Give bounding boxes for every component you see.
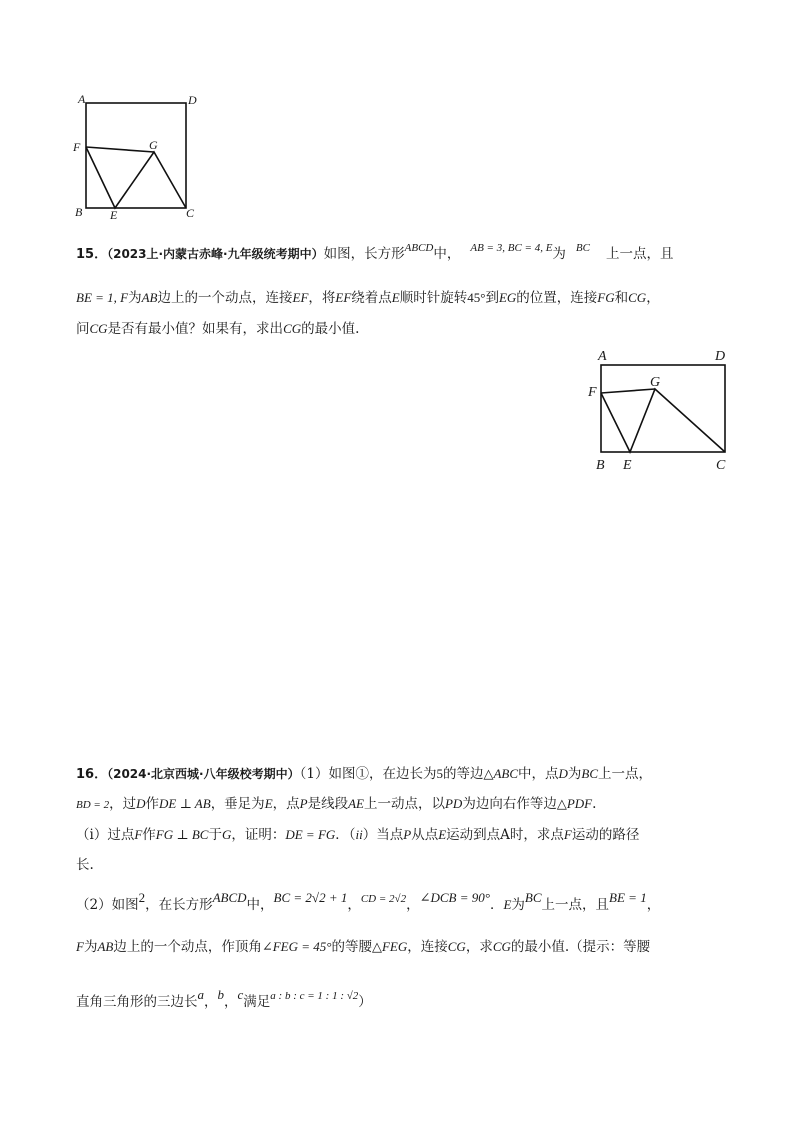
label-A: A [598,349,607,364]
label-F: F [73,140,81,154]
rect-abcd [86,103,186,208]
q16-line-5: （2）如图2，在长方形ABCD中，BC = 2√2 + 1，$^{CD = 2√2}$，∠DCB = 90°．E为BC上一点，且BE = 1， [76,890,661,913]
q16-line-6: F为AB边上的一个动点，作顶角∠FEG = 45°的等腰△FEG，连接CG，求CG的最小值.（提示：等腰 [76,939,651,955]
label-B: B [596,458,605,473]
label-D: D [188,93,197,107]
figure-top-rectangle [70,88,200,223]
segment-fg [86,147,154,152]
label-G: G [149,138,158,152]
q16-line-3: （i）过点F作FG ⊥ BC于G，证明：DE = FG．（ii）当点P从点E运动到点A时，求点F运动的路径 [76,827,640,843]
label-G: G [650,375,661,390]
figure-right-rectangle [586,344,736,474]
label-C: C [716,458,726,473]
label-D: D [715,349,726,364]
label-E: E [623,458,632,473]
rect-abcd [601,365,725,452]
label-E: E [110,208,118,222]
q16-number: 16． [76,767,108,782]
label-C: C [186,206,195,220]
q16-line-4: 长. [76,857,94,873]
label-B: B [75,205,83,219]
label-A: A [78,92,86,106]
path-f-e-g-c [601,389,725,452]
q16-line-7: 直角三角形的三边长a，b，c满足$^{a : b : c = 1 : 1 : √2}$） [76,987,372,1010]
q15-line-2: BE = 1, F为AB边上的一个动点，连接EF，将EF绕着点E顺时针旋转45°到EG的位置，连接FG和CG， [76,290,660,306]
q15-source: （2023上·内蒙古赤峰·九年级统考期中） [107,247,324,261]
q15-line-3: 问CG是否有最小值？如果有，求出CG的最小值. [76,321,360,337]
q16-line-1: 16．（2024·北京西城·八年级校考期中）（1）如图①，在边长为5的等边△ABC中，点D为BC上一点， [76,766,653,782]
q15-line-1: 15．（2023上·内蒙古赤峰·九年级统考期中）如图，长方形$^{ABCD}$中， $^{AB = 3, BC = 4, E}$为 $^{BC}$ 上一点，且 [76,242,674,262]
q15-number: 15． [76,247,108,262]
path-f-e-g-c [86,147,186,208]
segment-fg [601,389,655,393]
q16-line-2: BD = 2，过D作DE ⊥ AB，垂足为E，点P是线段AE上一动点，以PD为边向右作等边△PDF. [76,796,597,812]
label-F: F [588,385,597,400]
q16-source: （2024·北京西城·八年级校考期中） [107,767,300,781]
